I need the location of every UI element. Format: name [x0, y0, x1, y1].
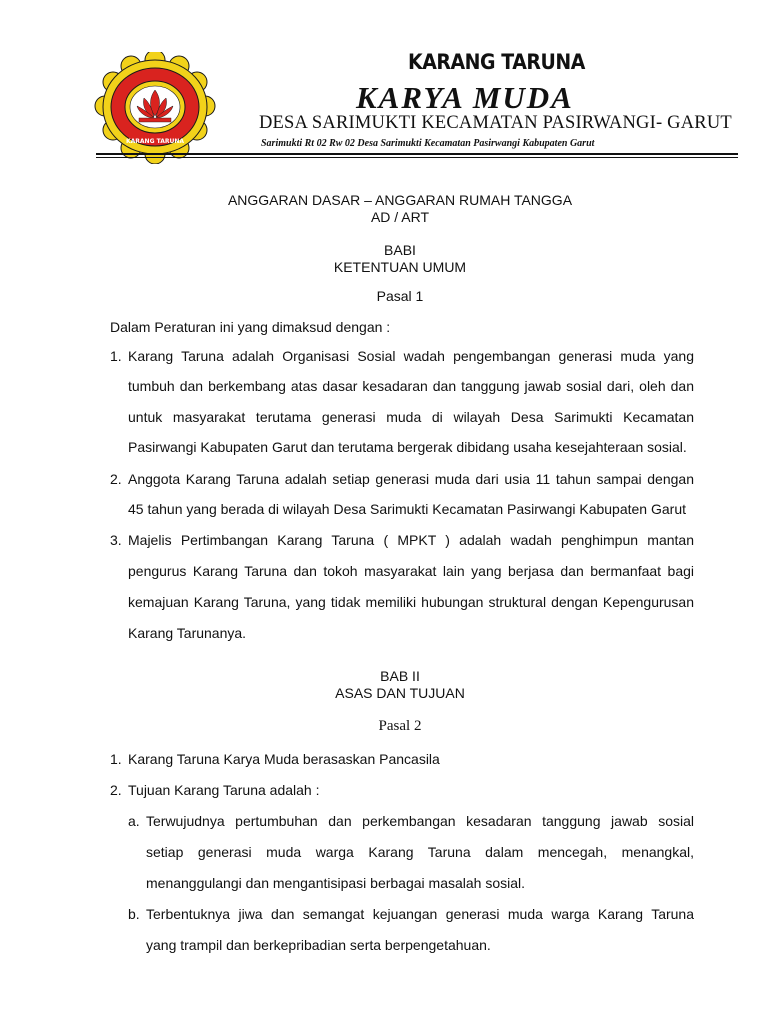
item-line: untuk masyarakat terutama generasi muda di wilayah Desa Sarimukti Kecamatan — [128, 409, 694, 425]
bab1-title: KETENTUAN UMUM — [333, 259, 467, 275]
karang-taruna-logo — [92, 52, 218, 164]
pasal2-heading: Pasal 2 — [378, 718, 422, 734]
address-line: Sarimukti Rt 02 Rw 02 Desa Sarimukti Kecamatan Pasirwangi Kabupaten Garut — [261, 138, 595, 149]
letterhead-rule-thin — [96, 157, 738, 158]
item-line: menanggulangi dan mengantisipasi berbagai masalah sosial. — [146, 875, 526, 891]
bab2-title: ASAS DAN TUJUAN — [335, 685, 465, 701]
item-number: 3. — [110, 532, 122, 548]
item-line: Karang Taruna Karya Muda berasaskan Pancasila — [128, 751, 440, 767]
logo-text: KARANG TARUNA — [125, 138, 185, 145]
doc-title: ANGGARAN DASAR – ANGGARAN RUMAH TANGGA — [227, 192, 573, 208]
item-number: 2. — [110, 471, 122, 487]
item-line: Tujuan Karang Taruna adalah : — [128, 782, 320, 798]
letterhead-rule-thick — [96, 153, 738, 155]
village-line: DESA SARIMUKTI KECAMATAN PASIRWANGI- GARUT — [259, 113, 732, 133]
item-line: Majelis Pertimbangan Karang Taruna ( MPKT ) adalah wadah penghimpun mantan — [128, 532, 694, 548]
intro-text: Dalam Peraturan ini yang dimaksud dengan : — [110, 319, 391, 335]
item-line: Karang Taruna adalah Organisasi Sosial wadah pengembangan generasi muda yang — [128, 348, 694, 364]
item-number: 1. — [110, 751, 122, 767]
pasal1-heading: Pasal 1 — [376, 288, 424, 304]
item-line: Terbentuknya jiwa dan semangat kejuangan generasi muda warga Karang Taruna — [146, 906, 694, 922]
doc-subtitle: AD / ART — [370, 209, 430, 225]
item-line: 45 tahun yang berada di wilayah Desa Sarimukti Kecamatan Pasirwangi Kabupaten Garut — [128, 501, 686, 517]
item-line: Anggota Karang Taruna adalah setiap generasi muda dari usia 11 tahun sampai dengan — [128, 471, 694, 487]
item-line: tumbuh dan berkembang atas dasar kesadaran dan tanggung jawab sosial dari, oleh dan — [128, 378, 694, 394]
bab2-label: BAB II — [380, 668, 420, 684]
item-line: pengurus Karang Taruna dan tokoh masyarakat lain yang berjasa dan bermanfaat bagi — [128, 563, 694, 579]
org-name: KARYA MUDA — [356, 80, 574, 115]
item-line: Terwujudnya pertumbuhan dan perkembangan kesadaran tanggung jawab sosial — [146, 813, 694, 829]
item-line: Pasirwangi Kabupaten Garut dan terutama bergerak dibidang usaha kesejahteraan sosial. — [128, 439, 687, 455]
bab1-label: BABI — [384, 242, 416, 258]
item-line: setiap generasi muda warga Karang Taruna dalam mencegah, menangkal, — [146, 844, 694, 860]
item-line: Karang Tarunanya. — [128, 625, 247, 641]
item-number: 2. — [110, 782, 122, 798]
item-number: a. — [128, 813, 140, 829]
item-line: kemajuan Karang Taruna, yang tidak memiliki hubungan struktural dengan Kepengurusan — [128, 594, 694, 610]
item-line: yang trampil dan berkepribadian serta berpengetahuan. — [146, 937, 491, 953]
item-number: b. — [128, 906, 140, 922]
org-heading: KARANG TARUNA — [408, 50, 585, 74]
item-number: 1. — [110, 348, 122, 364]
